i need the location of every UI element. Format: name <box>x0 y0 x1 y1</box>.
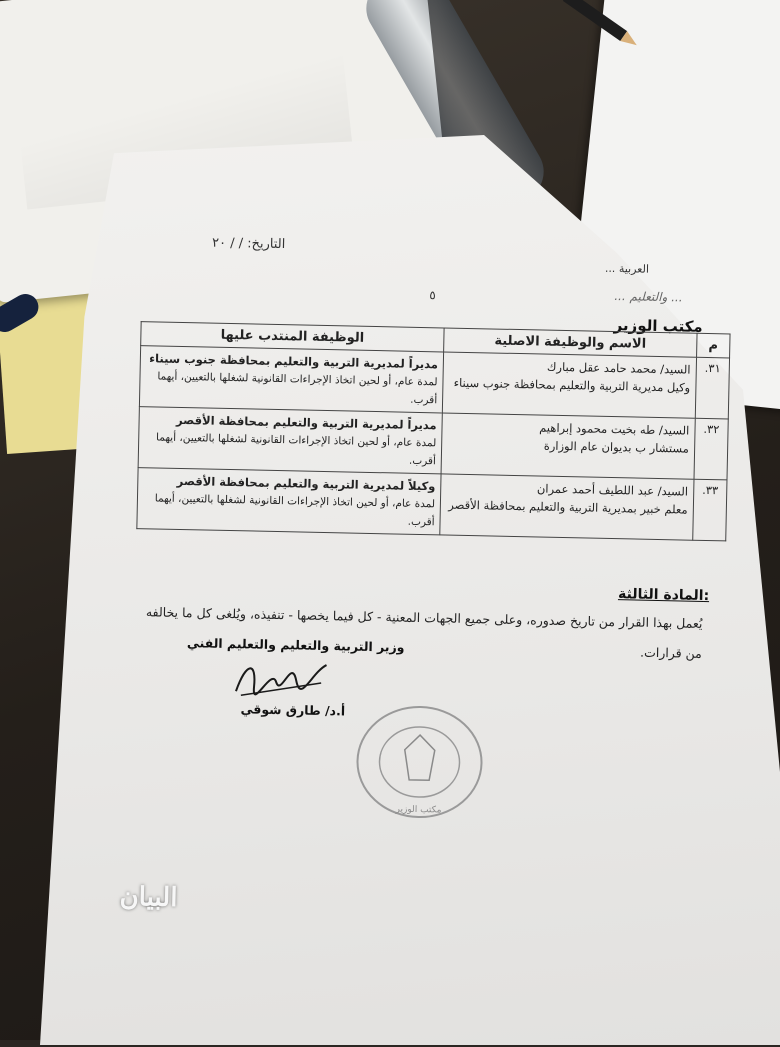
original-job: معلم خبير بمديرية التربية والتعليم بمحافظة الأقصر <box>448 497 688 517</box>
term-text: لمدة عام، أو لحين اتخاذ الإجراءات القانونية لشغلها بالتعيين، أيهما أقرب. <box>157 370 438 407</box>
ministry-header: ... والتعليم ... <box>614 289 683 305</box>
minister-title: وزير التربية والتعليم والتعليم الفني <box>186 635 405 655</box>
signature-icon <box>226 651 337 703</box>
minister-name: أ.د/ طارق شوقي <box>240 701 346 719</box>
col-job-header: الوظيفة المنتدب عليها <box>141 322 445 352</box>
term-text: لمدة عام، أو لحين اتخاذ الإجراءات القانونية لشغلها بالتعيين، أيهما أقرب. <box>154 492 436 529</box>
name-cell <box>441 413 695 479</box>
country-header: ... العربية <box>604 261 650 276</box>
assigned-cell <box>138 407 442 474</box>
name-cell <box>440 474 694 540</box>
person-name: السيد/ محمد حامد عقل مبارك <box>546 359 691 377</box>
assigned-cell <box>137 468 441 535</box>
col-name-header: الاسم والوظيفة الاصلية <box>444 328 697 357</box>
assigned-job: مديراً لمديرية التربية والتعليم بمحافظة جنوب سيناء <box>149 351 439 372</box>
person-name: السيد/ عبد اللطيف أحمد عمران <box>536 481 689 499</box>
page-number: ٥ <box>429 288 436 303</box>
assigned-job: مديراً لمديرية التربية والتعليم بمحافظة الأقصر <box>175 412 437 433</box>
original-job: وكيل مديرية التربية والتعليم بمحافظة جنوب سيناء <box>453 375 691 395</box>
original-job: مستشار ب بديوان عام الوزارة <box>543 438 690 456</box>
row-number: ٣٢. <box>694 418 728 480</box>
table-row <box>137 468 727 541</box>
col-number-header: م <box>696 333 730 358</box>
article-title: المادة الثالثة: <box>617 586 710 605</box>
row-number: ٣٣. <box>692 479 726 541</box>
office-header: مكتب الوزير <box>613 316 703 336</box>
assigned-cell <box>139 346 443 413</box>
article-text: يُعمل بهذا القرار من تاريخ صدوره، وعلى جميع الجهات المعنية - كل فيما يخصها - تنفيذه، ويُلغى كل ما يخالفه من قرارات. <box>145 604 703 661</box>
official-seal-icon <box>348 699 491 827</box>
name-cell <box>442 352 696 418</box>
row-number: ٣١. <box>695 357 729 419</box>
assigned-job: وكيلاً لمديرية التربية والتعليم بمحافظة الأقصر <box>176 473 436 494</box>
date-line: التاريخ: / / ٢٠ <box>211 235 286 253</box>
person-name: السيد/ طه بخيت محمود إبراهيم <box>539 420 690 438</box>
term-text: لمدة عام، أو لحين اتخاذ الإجراءات القانونية لشغلها بالتعيين، أيهما أقرب. <box>155 431 437 468</box>
watermark-logo: البيان <box>119 881 178 914</box>
assignments-table <box>136 321 730 541</box>
seal-text: مكتب الوزير <box>395 804 442 816</box>
